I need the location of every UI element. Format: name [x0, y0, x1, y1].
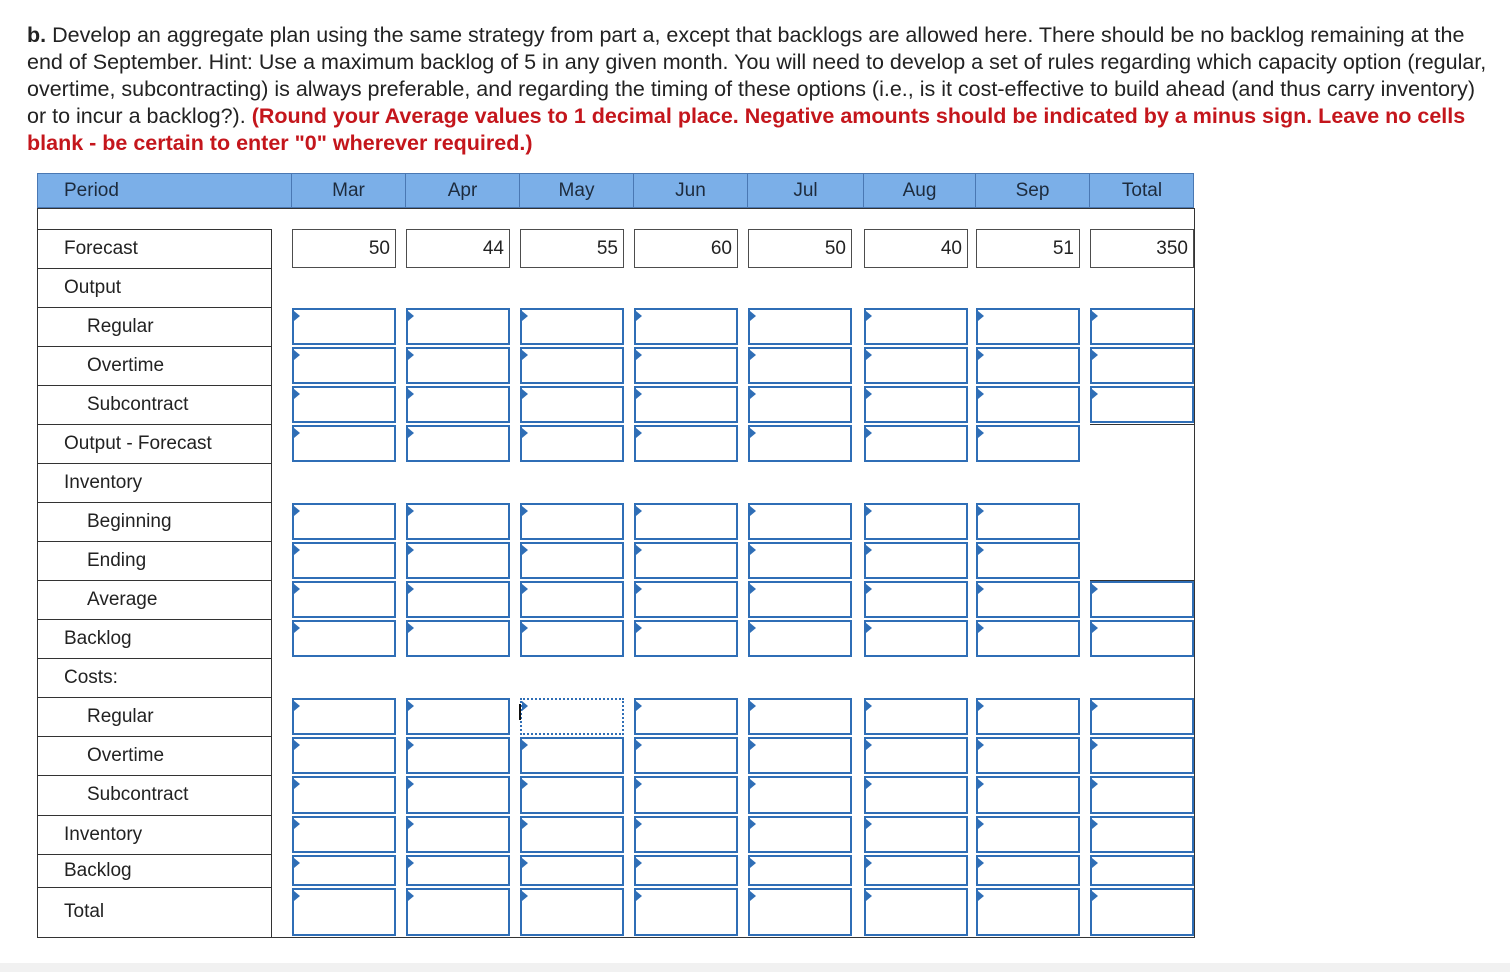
input-regular-total[interactable]	[1090, 698, 1194, 735]
input-average-jun[interactable]	[634, 581, 738, 618]
input-overtime-sep[interactable]	[976, 347, 1080, 384]
forecast-value-total: 350	[1090, 229, 1194, 268]
input-ending-may[interactable]	[520, 542, 624, 579]
input-backlog-jul[interactable]	[748, 620, 852, 657]
input-output-forecast-sep[interactable]	[976, 425, 1080, 462]
input-backlog-aug[interactable]	[864, 855, 968, 886]
input-backlog-aug[interactable]	[864, 620, 968, 657]
input-overtime-mar[interactable]	[292, 347, 396, 384]
input-subcontract-jul[interactable]	[748, 776, 852, 814]
input-beginning-aug[interactable]	[864, 503, 968, 540]
row-label-beginning: Beginning	[87, 510, 172, 532]
input-regular-mar[interactable]	[292, 698, 396, 735]
input-overtime-total[interactable]	[1090, 737, 1194, 774]
input-overtime-aug[interactable]	[864, 737, 968, 774]
input-regular-jun[interactable]	[634, 698, 738, 735]
row-label-overtime: Overtime	[87, 354, 165, 376]
input-ending-sep[interactable]	[976, 542, 1080, 579]
input-inventory-total[interactable]	[1090, 816, 1194, 853]
input-total-total[interactable]	[1090, 888, 1194, 936]
input-backlog-total[interactable]	[1090, 620, 1194, 657]
input-total-aug[interactable]	[864, 888, 968, 936]
forecast-value-aug: 40	[864, 229, 968, 268]
input-regular-apr[interactable]	[406, 308, 510, 345]
row-label-ending: Ending	[87, 549, 147, 571]
input-inventory-sep[interactable]	[976, 816, 1080, 853]
part-label: b.	[27, 23, 47, 47]
header-aug: Aug	[902, 180, 937, 201]
row-label-output: Output	[64, 276, 122, 298]
input-backlog-jul[interactable]	[748, 855, 852, 886]
input-subcontract-total[interactable]	[1090, 386, 1194, 423]
input-subcontract-apr[interactable]	[406, 776, 510, 814]
input-ending-jul[interactable]	[748, 542, 852, 579]
input-subcontract-apr[interactable]	[406, 386, 510, 423]
input-total-jul[interactable]	[748, 888, 852, 936]
input-backlog-apr[interactable]	[406, 855, 510, 886]
row-label-forecast: Forecast	[64, 237, 138, 259]
row-label-total: Total	[64, 901, 105, 922]
input-backlog-jun[interactable]	[634, 855, 738, 886]
label-column-border	[271, 229, 272, 938]
input-output-forecast-mar[interactable]	[292, 425, 396, 462]
input-subcontract-sep[interactable]	[976, 776, 1080, 814]
row-label-regular: Regular	[87, 705, 154, 727]
input-subcontract-may[interactable]	[520, 776, 624, 814]
input-backlog-apr[interactable]	[406, 620, 510, 657]
input-average-jul[interactable]	[748, 581, 852, 618]
input-ending-apr[interactable]	[406, 542, 510, 579]
input-ending-aug[interactable]	[864, 542, 968, 579]
input-backlog-mar[interactable]	[292, 855, 396, 886]
forecast-value-mar: 50	[292, 229, 396, 268]
input-total-may[interactable]	[520, 888, 624, 936]
input-regular-apr[interactable]	[406, 698, 510, 735]
input-average-sep[interactable]	[976, 581, 1080, 618]
header-jun: Jun	[675, 180, 706, 201]
input-regular-jun[interactable]	[634, 308, 738, 345]
input-backlog-jun[interactable]	[634, 620, 738, 657]
input-overtime-total[interactable]	[1090, 347, 1194, 384]
input-inventory-mar[interactable]	[292, 816, 396, 853]
input-output-forecast-may[interactable]	[520, 425, 624, 462]
table-right-border	[1194, 208, 1195, 938]
input-inventory-may[interactable]	[520, 816, 624, 853]
input-total-sep[interactable]	[976, 888, 1080, 936]
input-output-forecast-apr[interactable]	[406, 425, 510, 462]
row-label-overtime: Overtime	[87, 744, 165, 766]
row-label-backlog: Backlog	[64, 627, 132, 649]
input-subcontract-aug[interactable]	[864, 776, 968, 814]
input-regular-may[interactable]	[520, 308, 624, 345]
input-regular-sep[interactable]	[976, 308, 1080, 345]
input-subcontract-jun[interactable]	[634, 776, 738, 814]
input-average-aug[interactable]	[864, 581, 968, 618]
row-label-inventory: Inventory	[64, 823, 143, 845]
input-overtime-jul[interactable]	[748, 347, 852, 384]
forecast-value-sep: 51	[976, 229, 1080, 268]
input-overtime-apr[interactable]	[406, 737, 510, 774]
row-label-subcontract: Subcontract	[87, 784, 189, 805]
forecast-value-apr: 44	[406, 229, 510, 268]
page-bottom-band	[0, 963, 1510, 972]
input-ending-jun[interactable]	[634, 542, 738, 579]
row-label-inventory: Inventory	[64, 471, 143, 493]
input-average-apr[interactable]	[406, 581, 510, 618]
input-inventory-jun[interactable]	[634, 816, 738, 853]
input-backlog-total[interactable]	[1090, 855, 1194, 886]
input-overtime-may[interactable]	[520, 737, 624, 774]
input-inventory-aug[interactable]	[864, 816, 968, 853]
input-beginning-jun[interactable]	[634, 503, 738, 540]
input-average-may[interactable]	[520, 581, 624, 618]
input-backlog-sep[interactable]	[976, 855, 1080, 886]
input-beginning-apr[interactable]	[406, 503, 510, 540]
row-label-backlog: Backlog	[64, 859, 132, 881]
question-text: Develop an aggregate plan using the same strategy from part a, except that backlogs are allowed here. There should be no backlog remaining at the end of September. Hint: Use a maximum backlog of 5 in any given month. You will need to develop a set of rules regarding which capacity option (regular, overtime, subcontracting) is always preferable, and regarding the timing of these options (i.e., is it cost-effective to build ahead (and thus carry inventory) or to incur a backlog?).	[27, 23, 1487, 128]
input-beginning-sep[interactable]	[976, 503, 1080, 540]
input-output-forecast-jun[interactable]	[634, 425, 738, 462]
header-sep: Sep	[1015, 180, 1050, 201]
total-column-line	[1090, 580, 1194, 581]
input-subcontract-mar[interactable]	[292, 386, 396, 423]
forecast-value-jun: 60	[634, 229, 738, 268]
header-jul: Jul	[793, 180, 818, 201]
input-subcontract-mar[interactable]	[292, 776, 396, 814]
input-overtime-aug[interactable]	[864, 347, 968, 384]
header-bottom-line	[37, 208, 1194, 209]
header-mar: Mar	[332, 180, 365, 201]
input-subcontract-jul[interactable]	[748, 386, 852, 423]
input-subcontract-may[interactable]	[520, 386, 624, 423]
row-label-costs: Costs:	[64, 666, 118, 688]
instructions-text: (Round your Average values to 1 decimal place. Negative amounts should be indicated by a minus sign. Leave no cells blank - be certain to enter "0" wherever required.)	[27, 104, 1466, 155]
input-overtime-apr[interactable]	[406, 347, 510, 384]
input-total-mar[interactable]	[292, 888, 396, 936]
input-regular-jul[interactable]	[748, 308, 852, 345]
header-total: Total	[1121, 180, 1163, 201]
input-overtime-jun[interactable]	[634, 737, 738, 774]
forecast-value-may: 55	[520, 229, 624, 268]
input-regular-sep[interactable]	[976, 698, 1080, 735]
input-subcontract-sep[interactable]	[976, 386, 1080, 423]
input-backlog-may[interactable]	[520, 620, 624, 657]
input-regular-aug[interactable]	[864, 308, 968, 345]
input-backlog-sep[interactable]	[976, 620, 1080, 657]
input-average-total[interactable]	[1090, 581, 1194, 618]
input-beginning-may[interactable]	[520, 503, 624, 540]
row-label-output-forecast: Output - Forecast	[64, 432, 212, 454]
input-regular-mar[interactable]	[292, 308, 396, 345]
input-inventory-apr[interactable]	[406, 816, 510, 853]
input-output-forecast-aug[interactable]	[864, 425, 968, 462]
input-overtime-may[interactable]	[520, 347, 624, 384]
input-output-forecast-jul[interactable]	[748, 425, 852, 462]
input-beginning-jul[interactable]	[748, 503, 852, 540]
input-average-mar[interactable]	[292, 581, 396, 618]
input-beginning-mar[interactable]	[292, 503, 396, 540]
row-line	[37, 937, 271, 938]
row-label-subcontract: Subcontract	[87, 393, 189, 415]
row-label-regular: Regular	[87, 315, 154, 337]
input-inventory-jul[interactable]	[748, 816, 852, 853]
input-subcontract-total[interactable]	[1090, 776, 1194, 814]
input-overtime-jun[interactable]	[634, 347, 738, 384]
total-column-line	[1090, 424, 1194, 425]
input-regular-aug[interactable]	[864, 698, 968, 735]
input-backlog-mar[interactable]	[292, 620, 396, 657]
input-total-jun[interactable]	[634, 888, 738, 936]
header-may: May	[558, 180, 595, 201]
input-backlog-may[interactable]	[520, 855, 624, 886]
input-overtime-mar[interactable]	[292, 737, 396, 774]
header-period: Period	[64, 180, 119, 201]
input-regular-total[interactable]	[1090, 308, 1194, 345]
input-subcontract-aug[interactable]	[864, 386, 968, 423]
input-regular-jul[interactable]	[748, 698, 852, 735]
header-apr: Apr	[447, 180, 478, 201]
input-overtime-sep[interactable]	[976, 737, 1080, 774]
input-ending-mar[interactable]	[292, 542, 396, 579]
row-label-average: Average	[87, 588, 158, 610]
input-regular-may[interactable]	[520, 698, 624, 735]
forecast-value-jul: 50	[748, 229, 852, 268]
input-subcontract-jun[interactable]	[634, 386, 738, 423]
input-overtime-jul[interactable]	[748, 737, 852, 774]
input-total-apr[interactable]	[406, 888, 510, 936]
